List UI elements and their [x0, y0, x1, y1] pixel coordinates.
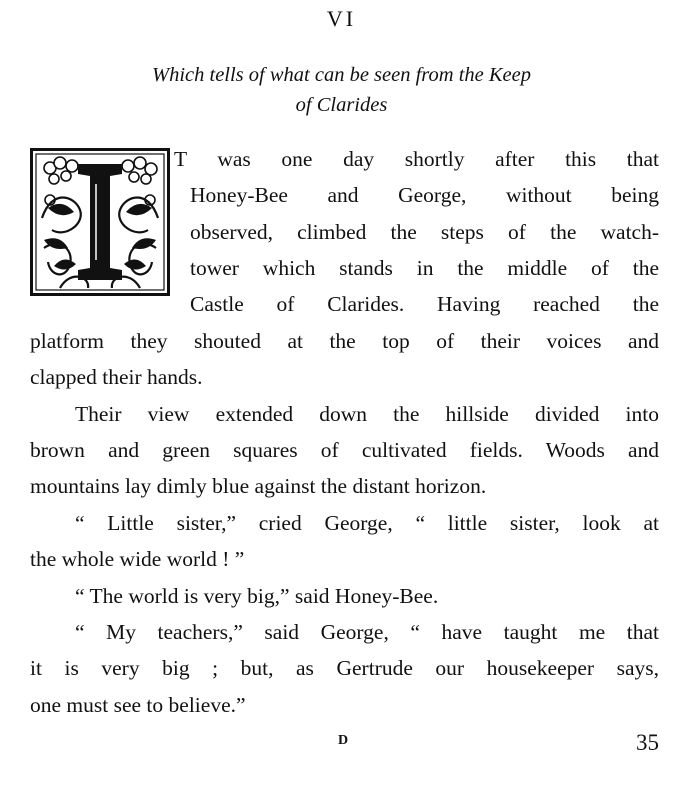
chapter-title-line: Which tells of what can be seen from the Keep	[152, 64, 531, 86]
body-text-line: observed, climbed the steps of the watch-	[190, 220, 659, 244]
body-text-line: mountains lay dimly blue against the distant horizon.	[30, 474, 487, 498]
drop-cap-ornament-icon	[30, 148, 170, 296]
chapter-title	[80, 60, 603, 120]
body-text-line: the whole wide world ! ”	[30, 547, 245, 571]
body-text-line: T was one day shortly after this that	[174, 147, 659, 171]
body-text-line: tower which stands in the middle of the	[190, 256, 659, 280]
body-text-line: Honey-Bee and George, without being	[190, 183, 659, 207]
body-text-line: platform they shouted at the top of their voices and	[30, 329, 659, 353]
body-text-line: one must see to believe.”	[30, 693, 246, 717]
body-text-line: Their view extended down the hillside divided into	[75, 402, 659, 426]
body-text-line: “ Little sister,” cried George, “ little sister, look at	[75, 511, 659, 535]
chapter-title-line: of Clarides	[295, 94, 388, 116]
body-text-line: it is very big ; but, as Gertrude our housekeeper says,	[30, 656, 659, 680]
body-text-line: clapped their hands.	[30, 365, 203, 389]
body-text-line: “ My teachers,” said George, “ have taught me that	[75, 620, 659, 644]
signature-mark: D	[338, 733, 349, 748]
ornamental-drop-cap	[30, 148, 170, 296]
chapter-number: VI	[326, 6, 357, 31]
page-number: 35	[636, 730, 659, 755]
body-text-line: “ The world is very big,” said Honey-Bee.	[75, 584, 439, 608]
body-text-line: brown and green squares of cultivated fields. Woods and	[30, 438, 659, 462]
body-text-line: Castle of Clarides. Having reached the	[190, 292, 659, 316]
